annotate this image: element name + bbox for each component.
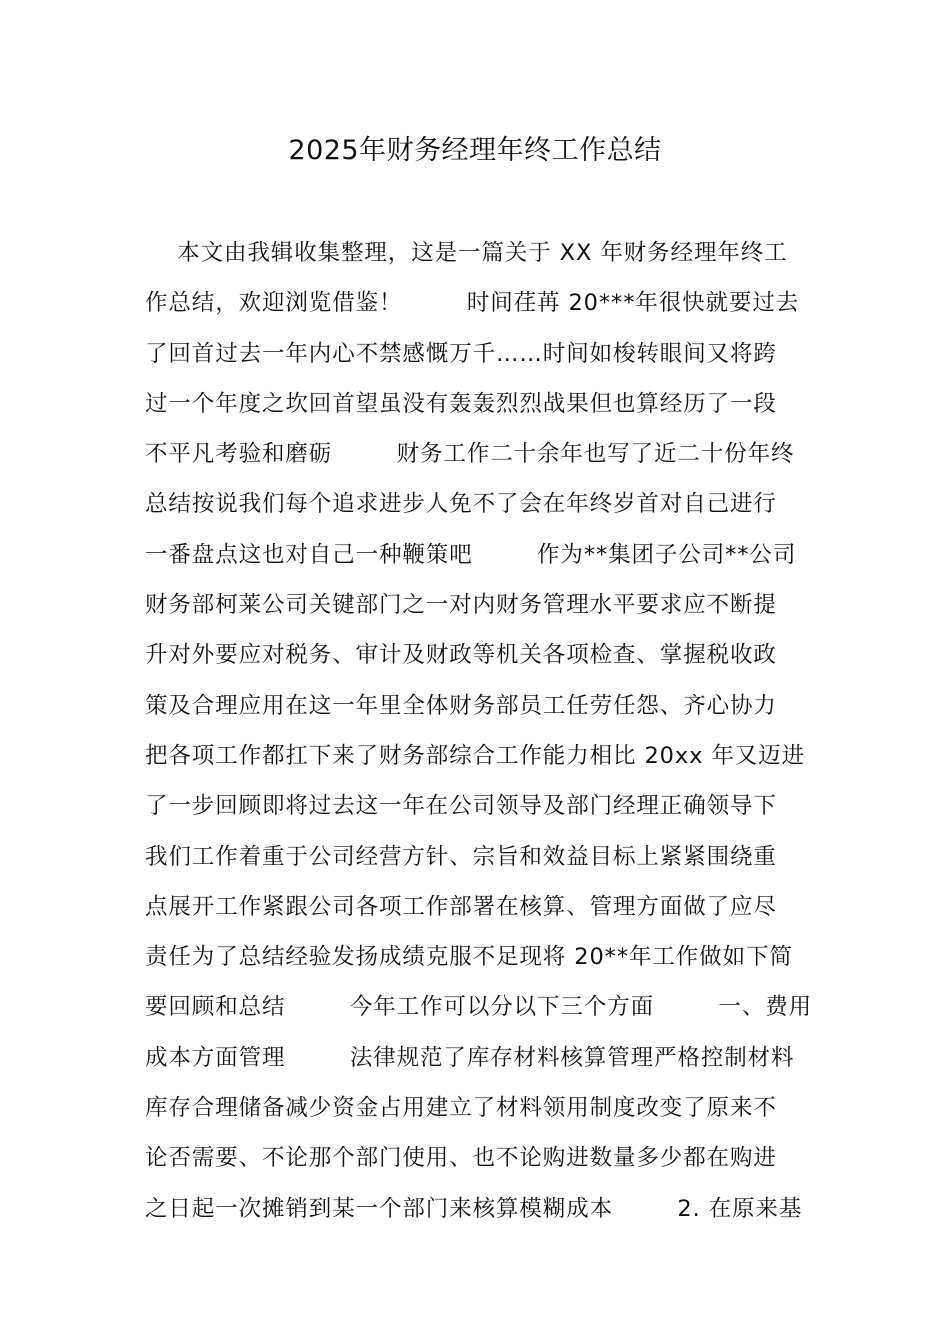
document-body xyxy=(145,228,815,1234)
body-line: 把各项工作都扛下来了财务部综合工作能力相比 20xx 年又迈进 xyxy=(145,742,805,769)
body-line: 本文由我辑收集整理，这是一篇关于 XX 年财务经理年终工 xyxy=(145,240,788,266)
body-line: 成本方面管理 法律规范了库存材料核算管理严格控制材料 xyxy=(145,1044,795,1071)
document-title: 2025年财务经理年终工作总结 xyxy=(288,135,662,166)
body-line: 作总结，欢迎浏览借鉴！ 时间荏苒 20***年很快就要过去 xyxy=(145,290,800,317)
body-line: 总结按说我们每个追求进步人免不了会在年终岁首对自己进行 xyxy=(145,491,777,518)
body-line: 论否需要、不论那个部门使用、也不论购进数量多少都在购进 xyxy=(145,1145,777,1172)
body-line: 责任为了总结经验发扬成绩克服不足现将 20**年工作做如下简 xyxy=(145,944,793,971)
body-line: 之日起一次摊销到某一个部门来核算模糊成本 2. 在原来基 xyxy=(145,1195,803,1222)
body-line: 我们工作着重于公司经营方针、宗旨和效益目标上紧紧围绕重 xyxy=(145,843,777,870)
body-line: 升对外要应对税务、审计及财政等机关各项检查、掌握税收政 xyxy=(145,642,777,669)
body-line: 库存合理储备减少资金占用建立了材料领用制度改变了原来不 xyxy=(145,1095,777,1122)
body-line: 策及合理应用在这一年里全体财务部员工任劳任怨、齐心协力 xyxy=(145,692,777,719)
body-line: 了回首过去一年内心不禁感慨万千……时间如梭转眼间又将跨 xyxy=(145,340,777,367)
body-line: 点展开工作紧跟公司各项工作部署在核算、管理方面做了应尽 xyxy=(145,893,777,920)
body-line: 了一步回顾即将过去这一年在公司领导及部门经理正确领导下 xyxy=(145,793,777,820)
body-line: 财务部柯莱公司关键部门之一对内财务管理水平要求应不断提 xyxy=(145,592,777,619)
body-line: 一番盘点这也对自己一种鞭策吧 作为**集团子公司**公司 xyxy=(145,541,797,568)
body-line: 要回顾和总结 今年工作可以分以下三个方面 一、费用 xyxy=(145,994,813,1021)
body-line: 不平凡考验和磨砺 财务工作二十余年也写了近二十份年终 xyxy=(145,441,795,468)
body-line: 过一个年度之坎回首望虽没有轰轰烈烈战果但也算经历了一段 xyxy=(145,390,777,417)
